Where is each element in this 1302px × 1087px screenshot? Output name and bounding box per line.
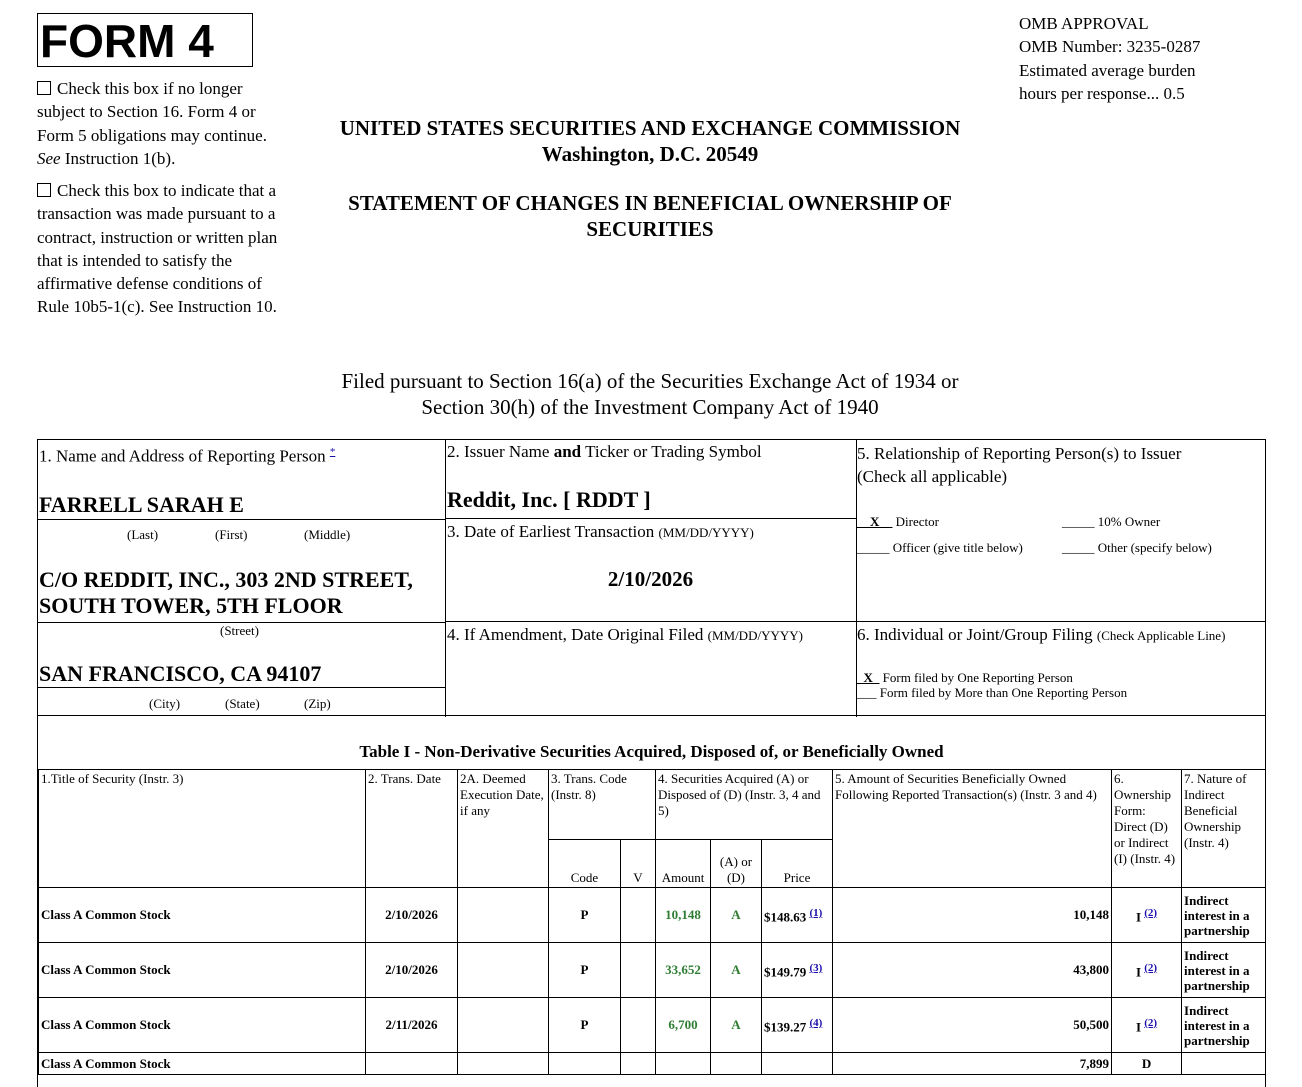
checkbox-section16[interactable]: Check this box if no longer subject to Section 16. Form 4 or Form 5 obligations may continue. See Instruction 1(b).	[37, 79, 267, 168]
multiple-persons-option[interactable]: ___ Form filed by More than One Reporting Person	[857, 685, 1128, 700]
col-code-header: 3. Trans. Code (Instr. 8)	[549, 770, 656, 840]
footnote-link[interactable]: (2)	[1144, 961, 1158, 974]
state-label: (State)	[225, 696, 260, 711]
zip-label: (Zip)	[304, 696, 331, 711]
footnote-link[interactable]: (2)	[1144, 906, 1158, 919]
first-label: (First)	[215, 527, 248, 542]
footnote-link[interactable]: (4)	[809, 1016, 823, 1029]
amendment-label: 4. If Amendment, Date Original Filed (MM/DD/YYYY)	[447, 625, 803, 644]
checkbox-icon[interactable]	[37, 81, 51, 95]
reporting-person-label: 1. Name and Address of Reporting Person	[39, 446, 326, 466]
issuer-name: Reddit, Inc. [ RDDT ]	[447, 487, 651, 512]
box-reporting-person	[37, 439, 446, 717]
statement-title: STATEMENT OF CHANGES IN BENEFICIAL OWNERSHIP OF SECURITIES	[348, 191, 952, 241]
footnote-link[interactable]: *	[329, 446, 336, 458]
col-title-header: 1.Title of Security (Instr. 3)	[39, 770, 366, 888]
checkbox-10b5-1[interactable]: Check this box to indicate that a transaction was made pursuant to a contract, instruction or written plan that is intended to satisfy the affirmative defense conditions of Rule 10b5-1(c). See Instruction 10.	[37, 181, 278, 317]
form-title: FORM 4	[37, 13, 253, 67]
omb-approval: OMB APPROVAL OMB Number: 3235-0287 Estimated average burden hours per response... 0.5	[1019, 14, 1201, 103]
table1-title: Table I - Non-Derivative Securities Acquired, Disposed of, or Beneficially Owned	[359, 742, 944, 761]
middle-label: (Middle)	[304, 527, 351, 542]
footnote-link[interactable]: (3)	[809, 961, 823, 974]
one-person-option[interactable]: _X_ Form filed by One Reporting Person	[857, 670, 1073, 685]
reporting-person-name: FARRELL SARAH E	[39, 492, 244, 517]
filed-pursuant: Filed pursuant to Section 16(a) of the Securities Exchange Act of 1934 or Section 30(h) of the Investment Company Act of 1940	[341, 369, 959, 419]
director-check[interactable]: __X__ Director	[857, 514, 939, 529]
earliest-transaction-label: 3. Date of Earliest Transaction (MM/DD/YYYY)	[447, 522, 754, 541]
agency-title: UNITED STATES SECURITIES AND EXCHANGE COMMISSION Washington, D.C. 20549	[339, 116, 961, 166]
sub-v: V	[621, 840, 656, 888]
col-deemed-header: 2A. Deemed Execution Date, if any	[458, 770, 549, 888]
col-date-header: 2. Trans. Date	[366, 770, 458, 888]
street-label: (Street)	[220, 623, 259, 638]
col-form-header: 6. Ownership Form: Direct (D) or Indirect (I) (Instr. 4)	[1112, 770, 1182, 888]
table-row: Class A Common Stock 2/10/2026 P 33,652 A $149.79 $^{(3)}$ 43,800 I $^{(2)}$ Indirect interest in a partnership	[39, 943, 1266, 998]
officer-check[interactable]: _____ Officer (give title below)	[857, 540, 1023, 555]
sub-amount: Amount	[656, 840, 711, 888]
table-row: Class A Common Stock 7,899 D	[39, 1053, 1266, 1075]
city-label: (City)	[149, 696, 181, 711]
table-row: Class A Common Stock 2/11/2026 P 6,700 A $139.27 $^{(4)}$ 50,500 I $^{(2)}$ Indirect interest in a partnership	[39, 998, 1266, 1053]
city-state-zip: SAN FRANCISCO, CA 94107	[39, 661, 322, 686]
other-check[interactable]: _____ Other (specify below)	[1062, 540, 1212, 555]
table-row: Class A Common Stock 2/10/2026 P 10,148 A $148.63 $^{(1)}$ 10,148 I $^{(2)}$ Indirect interest in a partnership	[39, 888, 1266, 943]
earliest-transaction-date: 2/10/2026	[607, 567, 694, 591]
col-acquired-header: 4. Securities Acquired (A) or Disposed of (D) (Instr. 3, 4 and 5)	[656, 770, 833, 840]
last-label: (Last)	[127, 527, 159, 542]
box-issuer: 2. Issuer Name and Ticker or Trading Symbol Reddit, Inc. [ RDDT ] 3. Date of Earliest Transaction (MM/DD/YYYY) 2/10/2026 4. If Amendment, Date Original Filed (MM/DD/YYYY)	[445, 439, 857, 717]
col-nature-header: 7. Nature of Indirect Beneficial Ownership (Instr. 4)	[1182, 770, 1266, 888]
joint-filing-label: 6. Individual or Joint/Group Filing (Check Applicable Line)	[857, 625, 1226, 644]
sub-ad: (A) or (D)	[711, 840, 762, 888]
ten-percent-owner-check[interactable]: _____ 10% Owner	[1062, 514, 1161, 529]
sub-code: Code	[549, 840, 621, 888]
col-owned-header: 5. Amount of Securities Beneficially Owned Following Reported Transaction(s) (Instr. 3 and 4)	[833, 770, 1112, 888]
checkbox-icon[interactable]	[37, 183, 51, 197]
street-address: C/O REDDIT, INC., 303 2ND STREET, SOUTH TOWER, 5TH FLOOR	[39, 567, 413, 618]
sub-price: Price	[762, 840, 833, 888]
footnote-link[interactable]: (2)	[1144, 1016, 1158, 1029]
table1-header	[39, 770, 1266, 840]
table1	[38, 769, 1266, 1075]
footnote-link[interactable]: (1)	[809, 906, 823, 919]
box-relationship: 5. Relationship of Reporting Person(s) to Issuer (Check all applicable) __X__ Director _____ 10% Owner _____ Officer (give title below) _____ Other (specify below) 6. Individual or Joint/Group Filing (Check Applicable Line) _X_ Form filed by One Reporting Person ___ Form filed by More than One Reporting Person	[856, 439, 1266, 717]
